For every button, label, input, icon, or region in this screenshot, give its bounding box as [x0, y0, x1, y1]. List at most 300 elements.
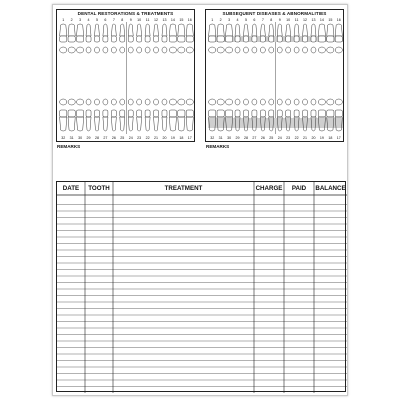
tooth-root	[277, 24, 282, 36]
lower-tooth	[120, 99, 125, 131]
tooth-number: 23	[286, 136, 291, 140]
tooth-crown	[76, 36, 83, 42]
occlusal-surface	[252, 99, 257, 105]
upper-tooth	[311, 24, 316, 53]
tooth-number: 1	[62, 18, 65, 22]
upper-tooth	[327, 24, 334, 53]
tooth-number: 13	[162, 18, 167, 22]
tooth-number: 1	[211, 18, 214, 22]
occlusal-surface	[243, 47, 248, 53]
lower-tooth	[68, 99, 75, 131]
tooth-root	[145, 24, 150, 36]
tooth-number: 19	[170, 136, 175, 140]
occlusal-surface	[103, 47, 108, 53]
upper-tooth	[86, 24, 91, 53]
tooth-crown	[60, 110, 67, 117]
tooth-crown	[162, 110, 167, 117]
upper-tooth	[137, 24, 142, 53]
tooth-number: 15	[328, 18, 333, 22]
tooth-number: 10	[286, 18, 291, 22]
tooth-number: 13	[311, 18, 316, 22]
diseases-chart-title: SUBSEQUENT DISEASES & ABNORMALITIES	[222, 11, 327, 16]
occlusal-surface	[76, 99, 83, 105]
occlusal-surface	[162, 47, 167, 53]
tooth-number: 4	[87, 18, 90, 22]
tooth-root	[217, 24, 224, 36]
tooth-root	[120, 117, 125, 131]
occlusal-surface	[137, 47, 142, 53]
occlusal-surface	[277, 99, 282, 105]
tooth-root	[252, 24, 257, 36]
upper-tooth	[68, 24, 75, 53]
upper-tooth	[303, 24, 308, 53]
occlusal-surface	[235, 99, 240, 105]
upper-tooth	[128, 24, 133, 53]
tooth-crown	[128, 36, 133, 42]
occlusal-surface	[60, 47, 67, 53]
lower-tooth	[169, 99, 176, 131]
dental-record-card	[52, 4, 348, 396]
column-date: DATE	[62, 185, 80, 192]
tooth-root	[260, 24, 265, 36]
tooth-crown	[286, 110, 291, 117]
tooth-number: 26	[260, 136, 265, 140]
restorations-chart	[56, 9, 195, 142]
tooth-crown	[269, 110, 274, 117]
diseases-chart	[205, 9, 344, 142]
occlusal-surface	[145, 47, 150, 53]
occlusal-surface	[311, 99, 316, 105]
tooth-number: 32	[210, 136, 215, 140]
column-balance: BALANCE	[315, 185, 346, 192]
tooth-crown	[303, 36, 308, 42]
column-treatment: TREATMENT	[164, 185, 203, 192]
restorations-chart-title: DENTAL RESTORATIONS & TREATMENTS	[77, 11, 174, 16]
occlusal-surface	[225, 47, 232, 53]
tooth-root	[128, 117, 133, 131]
occlusal-surface	[260, 47, 265, 53]
tooth-root	[128, 24, 133, 36]
tooth-crown	[217, 36, 224, 42]
tooth-root	[169, 24, 176, 36]
tooth-root	[186, 117, 193, 131]
tooth-root	[60, 117, 67, 131]
upper-tooth-numbers	[208, 18, 343, 23]
occlusal-surface	[169, 47, 176, 53]
lower-tooth	[76, 99, 83, 131]
tooth-crown	[178, 36, 185, 42]
tooth-number: 17	[336, 136, 341, 140]
tooth-root	[169, 117, 176, 131]
occlusal-surface	[162, 99, 167, 105]
occlusal-surface	[209, 99, 216, 105]
tooth-crown	[145, 36, 150, 42]
tooth-root	[76, 24, 83, 36]
tooth-number: 6	[104, 18, 107, 22]
tooth-root	[311, 24, 316, 36]
tooth-number: 21	[154, 136, 159, 140]
tooth-crown	[209, 110, 216, 117]
tooth-root	[269, 24, 274, 36]
upper-tooth	[120, 24, 125, 53]
occlusal-surface	[186, 47, 193, 53]
occlusal-surface	[154, 47, 159, 53]
upper-tooth	[269, 24, 274, 53]
lower-tooth	[137, 99, 142, 131]
tooth-number: 3	[79, 18, 82, 22]
upper-tooth	[277, 24, 282, 53]
tooth-number: 29	[235, 136, 240, 140]
occlusal-surface	[335, 47, 342, 53]
occlusal-surface	[120, 47, 125, 53]
tooth-crown	[286, 36, 291, 42]
occlusal-surface	[145, 99, 150, 105]
upper-tooth	[154, 24, 159, 53]
tooth-number: 16	[187, 18, 192, 22]
tooth-crown	[60, 36, 67, 42]
tooth-crown	[243, 110, 248, 117]
tooth-crown	[294, 36, 299, 42]
tooth-crown	[68, 110, 75, 117]
tooth-number: 11	[145, 18, 150, 22]
tooth-crown	[94, 36, 99, 42]
tooth-crown	[111, 36, 116, 42]
tooth-number: 18	[328, 136, 333, 140]
tooth-number: 16	[336, 18, 341, 22]
tooth-crown	[225, 36, 232, 42]
tooth-number: 17	[187, 136, 192, 140]
lower-tooth	[60, 99, 67, 131]
tooth-number: 3	[228, 18, 231, 22]
tooth-root	[86, 24, 91, 36]
lower-tooth	[186, 99, 193, 131]
tooth-root	[111, 24, 116, 36]
upper-tooth	[178, 24, 185, 53]
upper-tooth	[318, 24, 325, 53]
tooth-crown	[217, 110, 224, 117]
tooth-number: 20	[162, 136, 167, 140]
occlusal-surface	[128, 99, 133, 105]
tooth-root	[225, 24, 232, 36]
tooth-crown	[169, 110, 176, 117]
occlusal-surface	[94, 99, 99, 105]
tooth-crown	[128, 110, 133, 117]
tooth-crown	[186, 36, 193, 42]
upper-tooth	[243, 24, 248, 53]
tooth-root	[60, 24, 67, 36]
lower-tooth-numbers	[59, 136, 194, 141]
lower-tooth	[128, 99, 133, 131]
upper-tooth	[169, 24, 176, 53]
occlusal-surface	[286, 99, 291, 105]
tooth-root	[178, 24, 185, 36]
upper-tooth	[76, 24, 83, 53]
tooth-number: 27	[252, 136, 257, 140]
tooth-root	[111, 117, 116, 131]
occlusal-surface	[335, 99, 342, 105]
occlusal-surface	[318, 47, 325, 53]
tooth-crown	[235, 36, 240, 42]
lower-tooth	[162, 99, 167, 131]
tooth-crown	[311, 36, 316, 42]
tooth-crown	[243, 36, 248, 42]
tooth-crown	[260, 36, 265, 42]
tooth-number: 14	[170, 18, 175, 22]
tooth-number: 5	[244, 18, 247, 22]
tooth-crown	[252, 36, 257, 42]
tooth-crown	[186, 110, 193, 117]
occlusal-surface	[76, 47, 83, 53]
tooth-crown	[68, 36, 75, 42]
upper-tooth	[103, 24, 108, 53]
tooth-number: 9	[278, 18, 281, 22]
column-charge: CHARGE	[255, 185, 283, 192]
tooth-root	[68, 24, 75, 36]
restorations-tooth-diagram	[57, 10, 196, 143]
upper-tooth	[225, 24, 232, 53]
upper-tooth	[145, 24, 150, 53]
occlusal-surface	[120, 99, 125, 105]
diseases-remarks-label: REMARKS	[206, 144, 230, 149]
tooth-crown	[178, 110, 185, 117]
tooth-root	[178, 117, 185, 131]
tooth-number: 31	[69, 136, 74, 140]
tooth-number: 22	[294, 136, 299, 140]
occlusal-surface	[318, 99, 325, 105]
tooth-number: 24	[128, 136, 133, 140]
occlusal-surface	[269, 47, 274, 53]
tooth-number: 8	[270, 18, 273, 22]
occlusal-surface	[103, 99, 108, 105]
upper-tooth	[111, 24, 116, 53]
occlusal-surface	[294, 99, 299, 105]
tooth-crown	[311, 110, 316, 117]
tooth-root	[76, 117, 83, 131]
upper-tooth	[260, 24, 265, 53]
upper-tooth	[209, 24, 216, 53]
tooth-number: 4	[236, 18, 239, 22]
occlusal-surface	[68, 99, 75, 105]
occlusal-surface	[303, 47, 308, 53]
tooth-crown	[154, 36, 159, 42]
upper-tooth	[235, 24, 240, 53]
tooth-root	[86, 117, 91, 131]
tooth-crown	[162, 36, 167, 42]
tooth-root	[154, 24, 159, 36]
lower-tooth	[94, 99, 99, 131]
tooth-root	[154, 117, 159, 131]
tooth-crown	[318, 36, 325, 42]
tooth-root	[137, 24, 142, 36]
occlusal-surface	[178, 99, 185, 105]
occlusal-surface	[286, 47, 291, 53]
upper-tooth	[186, 24, 193, 53]
lower-tooth	[178, 99, 185, 131]
lower-tooth	[111, 99, 116, 131]
occlusal-surface	[68, 47, 75, 53]
tooth-crown	[235, 110, 240, 117]
tooth-crown	[225, 110, 232, 117]
occlusal-surface	[111, 47, 116, 53]
occlusal-surface	[277, 47, 282, 53]
tooth-number: 24	[277, 136, 282, 140]
tooth-crown	[318, 110, 325, 117]
occlusal-surface	[128, 47, 133, 53]
ledger-header	[57, 185, 345, 195]
column-paid: PAID	[291, 185, 307, 192]
tooth-number: 23	[137, 136, 142, 140]
lower-tooth-numbers	[208, 136, 343, 141]
tooth-root	[94, 24, 99, 36]
tooth-crown	[335, 110, 342, 117]
tooth-root	[327, 24, 334, 36]
occlusal-surface	[252, 47, 257, 53]
tooth-crown	[120, 36, 125, 42]
tooth-number: 5	[95, 18, 98, 22]
occlusal-surface	[303, 99, 308, 105]
tooth-number: 7	[261, 18, 264, 22]
tooth-root	[137, 117, 142, 131]
tooth-root	[68, 117, 75, 131]
lower-tooth	[154, 99, 159, 131]
tooth-crown	[252, 110, 257, 117]
occlusal-surface	[154, 99, 159, 105]
tooth-root	[243, 24, 248, 36]
tooth-root	[103, 117, 108, 131]
tooth-crown	[86, 110, 91, 117]
lower-tooth	[145, 99, 150, 131]
tooth-crown	[137, 36, 142, 42]
tooth-number: 30	[227, 136, 232, 140]
shade-band	[208, 118, 343, 128]
tooth-number: 12	[303, 18, 308, 22]
tooth-root	[162, 24, 167, 36]
tooth-root	[94, 117, 99, 131]
tooth-crown	[154, 110, 159, 117]
treatment-ledger	[56, 181, 346, 392]
tooth-crown	[111, 110, 116, 117]
tooth-number: 27	[103, 136, 108, 140]
tooth-crown	[103, 110, 108, 117]
occlusal-surface	[86, 47, 91, 53]
tooth-number: 9	[129, 18, 132, 22]
tooth-number: 20	[311, 136, 316, 140]
occlusal-surface	[327, 47, 334, 53]
tooth-number: 19	[319, 136, 324, 140]
occlusal-surface	[260, 99, 265, 105]
tooth-number: 10	[137, 18, 142, 22]
tooth-root	[145, 117, 150, 131]
lower-tooth	[86, 99, 91, 131]
occlusal-surface	[60, 99, 67, 105]
occlusal-surface	[269, 99, 274, 105]
lower-tooth	[103, 99, 108, 131]
tooth-root	[294, 24, 299, 36]
tooth-number: 8	[121, 18, 124, 22]
upper-tooth	[252, 24, 257, 53]
occlusal-surface	[327, 99, 334, 105]
tooth-root	[303, 24, 308, 36]
tooth-crown	[327, 110, 334, 117]
tooth-number: 18	[179, 136, 184, 140]
occlusal-surface	[217, 47, 224, 53]
upper-tooth	[162, 24, 167, 53]
tooth-crown	[269, 36, 274, 42]
occlusal-surface	[235, 47, 240, 53]
tooth-number: 12	[154, 18, 159, 22]
tooth-number: 30	[78, 136, 83, 140]
tooth-crown	[294, 110, 299, 117]
upper-tooth	[217, 24, 224, 53]
upper-tooth	[294, 24, 299, 53]
tooth-number: 28	[94, 136, 99, 140]
occlusal-surface	[294, 47, 299, 53]
tooth-crown	[137, 110, 142, 117]
occlusal-surface	[178, 47, 185, 53]
occlusal-surface	[94, 47, 99, 53]
tooth-number: 11	[294, 18, 299, 22]
tooth-number: 7	[112, 18, 115, 22]
tooth-number: 6	[253, 18, 256, 22]
tooth-root	[335, 24, 342, 36]
tooth-root	[235, 24, 240, 36]
tooth-root	[209, 24, 216, 36]
tooth-number: 28	[243, 136, 248, 140]
tooth-crown	[94, 110, 99, 117]
occlusal-surface	[209, 47, 216, 53]
tooth-crown	[327, 36, 334, 42]
restorations-remarks-label: REMARKS	[57, 144, 81, 149]
tooth-crown	[103, 36, 108, 42]
tooth-crown	[86, 36, 91, 42]
upper-tooth-numbers	[59, 18, 194, 23]
occlusal-surface	[217, 99, 224, 105]
tooth-number: 2	[219, 18, 222, 22]
tooth-number: 14	[319, 18, 324, 22]
upper-tooth	[94, 24, 99, 53]
tooth-crown	[76, 110, 83, 117]
tooth-root	[186, 24, 193, 36]
tooth-number: 22	[145, 136, 150, 140]
occlusal-surface	[86, 99, 91, 105]
tooth-crown	[260, 110, 265, 117]
tooth-number: 21	[303, 136, 308, 140]
tooth-crown	[277, 36, 282, 42]
occlusal-surface	[111, 99, 116, 105]
occlusal-surface	[137, 99, 142, 105]
tooth-number: 29	[86, 136, 91, 140]
occlusal-surface	[311, 47, 316, 53]
upper-tooth	[60, 24, 67, 53]
occlusal-surface	[186, 99, 193, 105]
tooth-number: 2	[70, 18, 73, 22]
occlusal-surface	[169, 99, 176, 105]
tooth-crown	[209, 36, 216, 42]
tooth-number: 26	[111, 136, 116, 140]
tooth-crown	[303, 110, 308, 117]
tooth-number: 15	[179, 18, 184, 22]
tooth-root	[120, 24, 125, 36]
tooth-crown	[335, 36, 342, 42]
tooth-crown	[120, 110, 125, 117]
occlusal-surface	[243, 99, 248, 105]
tooth-crown	[277, 110, 282, 117]
diseases-tooth-diagram	[206, 10, 345, 143]
tooth-number: 31	[218, 136, 223, 140]
tooth-number: 25	[120, 136, 125, 140]
upper-tooth	[286, 24, 291, 53]
column-tooth: TOOTH	[88, 185, 110, 192]
